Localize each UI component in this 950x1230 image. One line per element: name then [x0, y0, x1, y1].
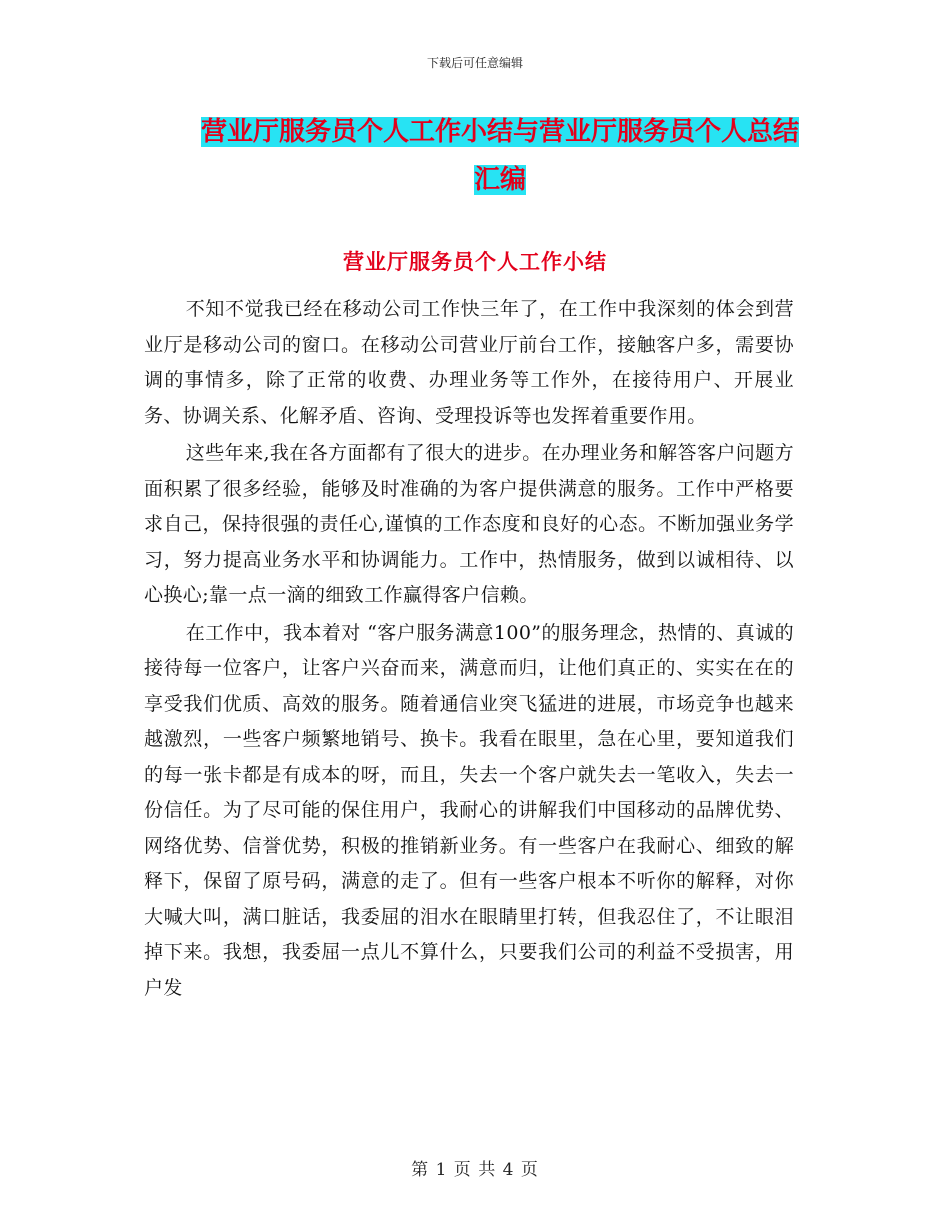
paragraph-3: 在工作中，我本着对 “客户服务满意100”的服务理念，热情的、真诚的接待每一位客户，让客户兴奋而来，满意而归，让他们真正的、实实在在的享受我们优质、高效的服务。随着通信业突飞猛进的进展，市场竞争也越来越激烈，一些客户频繁地销号、换卡。我看在眼里，急在心里，要知道我们的每一张卡都是有成本的呀，而且，失去一个客户就失去一笔收入，失去一份信任。为了尽可能的保住用户，我耐心的讲解我们中国移动的品牌优势、网络优势、信誉优势，积极的推销新业务。有一些客户在我耐心、细致的解释下，保留了原号码，满意的走了。但有一些客户根本不听你的解释，对你大喊大叫，满口脏话，我委屈的泪水在眼睛里打转，但我忍住了，不让眼泪掉下来。我想，我委屈一点儿不算什么，只要我们公司的利益不受损害，用户发	[144, 621, 794, 999]
document-title-line2: 汇编	[473, 165, 526, 195]
body-text	[144, 292, 794, 1008]
page-number: 第 1 页 共 4 页	[411, 1160, 539, 1180]
document-title-line1: 营业厅服务员个人工作小结与营业厅服务员个人总结	[200, 117, 799, 147]
document-title	[150, 108, 850, 204]
section-title: 营业厅服务员个人工作小结	[343, 249, 607, 274]
page-header-note: 下载后可任意编辑	[426, 56, 523, 70]
paragraph-1: 不知不觉我已经在移动公司工作快三年了，在工作中我深刻的体会到营业厅是移动公司的窗口。在移动公司营业厅前台工作，接触客户多，需要协调的事情多，除了正常的收费、办理业务等工作外，在接待用户、开展业务、协调关系、化解矛盾、咨询、受理投诉等也发挥着重要作用。	[144, 298, 794, 427]
paragraph-2: 这些年来,我在各方面都有了很大的进步。在办理业务和解答客户问题方面积累了很多经验，能够及时准确的为客户提供满意的服务。工作中严格要求自己，保持很强的责任心,谨慎的工作态度和良好的心态。不断加强业务学习，努力提高业务水平和协调能力。工作中，热情服务，做到以诚相待、以心换心;靠一点一滴的细致工作赢得客户信赖。	[144, 442, 794, 606]
